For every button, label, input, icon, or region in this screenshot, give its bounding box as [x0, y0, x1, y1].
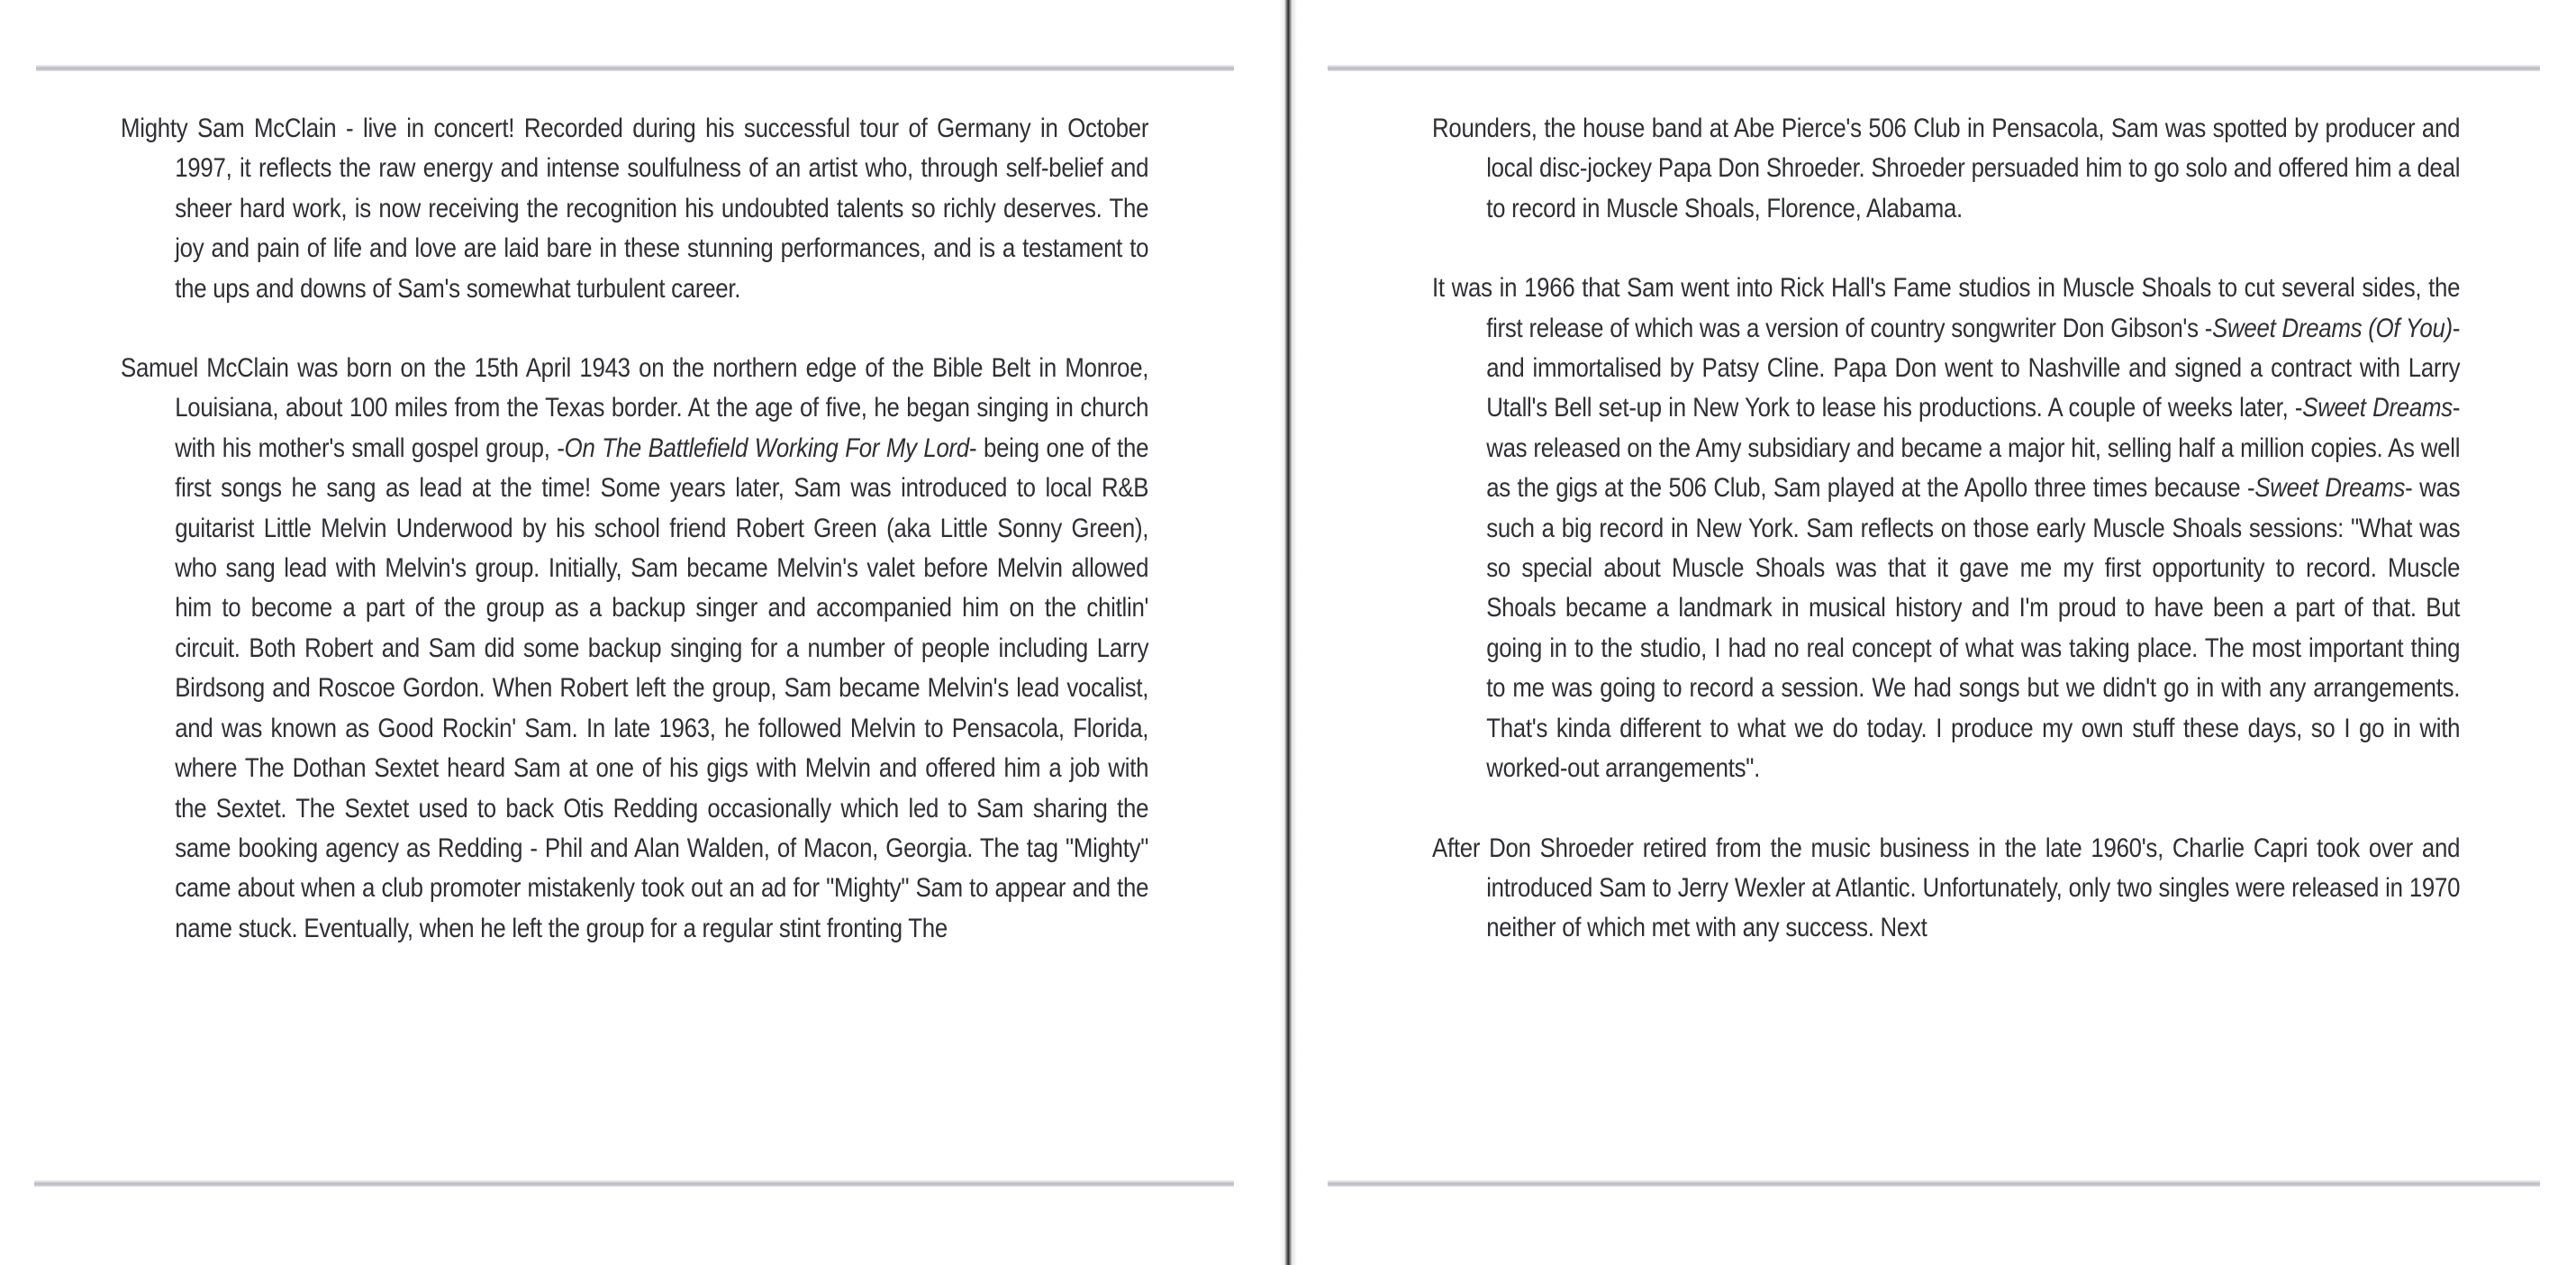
text-segment: - being one of the first songs he sang as lead at the time! Some years later, Sam was introduced to local R&B guitarist Little Melvin Underwood by his school friend Robert Green (aka Little Sonny Green), who sang lead with Melvin's group. Initially, Sam became Melvin's valet before Melvin allowed him to become a part of the group as a backup singer and accompanied him on the chitlin' circuit. Both Robert and Sam did some backup singing for a number of people including Larry Birdsong and Roscoe Gordon. When Robert left the group, Sam became Melvin's lead vocalist, and was known as Good Rockin' Sam. In late 1963, he followed Melvin to Pensacola, Florida, where The Dothan Sextet heard Sam at one of his gigs with Melvin and offered him a job with the Sextet. The Sextet used to back Otis Redding occasionally which led to Sam sharing the same booking agency as Redding - Phil and Alan Walden, of Macon, Georgia. The tag "Mighty" came about when a club promoter mistakenly took out an ad for "Mighty" Sam to appear and the name stuck. Eventually, when he left the group for a regular stint fronting The — [175, 432, 1149, 943]
text-segment: - was such a big record in New York. Sam reflects on those early Muscle Shoals sessions: "What was so special about Muscle Shoals was that it gave me my first opportunity to record. Muscle Shoals became a landmark in musical history and I'm proud to have been a part of that. But going in to the studio, I had no real concept of what was taking place. The most important thing to me was going to record a session. We had songs but we didn't go in with any arrangements. That's kinda different to what we do today. I produce my own stuff these days, so I go in with worked-out arrangements". — [1486, 473, 2461, 784]
left-page-text — [121, 109, 1148, 949]
right-page — [1297, 0, 2576, 1265]
paragraph — [1432, 109, 2460, 229]
right-page-top-rule — [1328, 65, 2540, 71]
right-page-text — [1432, 109, 2460, 949]
text-segment: It was in 1966 that Sam went into Rick Hall's Fame studios in Muscle Shoals to cut several sides, the first release of which was a version of country songwriter Don Gibson's - — [1432, 273, 2461, 343]
left-page-top-rule — [36, 65, 1234, 71]
paragraph — [1432, 268, 2460, 788]
book-spine-fold — [1279, 0, 1297, 1265]
left-page-bottom-rule — [34, 1180, 1234, 1187]
text-segment: - and immortalised by Patsy Cline. Papa Don went to Nashville and signed a contract with Larry Utall's Bell set-up in New York to lease his productions. A couple of weeks later, - — [1486, 313, 2461, 423]
song-title: Sweet Dreams (Of You) — [2212, 313, 2453, 343]
paragraph — [121, 349, 1148, 949]
right-page-bottom-rule — [1328, 1180, 2540, 1187]
song-title: On The Battlefield Working For My Lord — [564, 432, 969, 463]
paragraph — [1432, 829, 2460, 949]
song-title: Sweet Dreams — [2302, 393, 2453, 423]
song-title: Sweet Dreams — [2254, 473, 2406, 504]
text-segment: Samuel McClain was born on the 15th April 1943 on the northern edge of the Bible Belt in Monroe, Louisiana, about 100 miles from the Texas border. At the age of five, he began singing in church with his mother's small gospel group, - — [121, 353, 1149, 463]
text-segment: Mighty Sam McClain - live in concert! Recorded during his successful tour of Germany in October 1997, it reflects the raw energy and intense soulfulness of an artist who, through self-belief and sheer hard work, is now receiving the recognition his undoubted talents so richly deserves. The joy and pain of life and love are laid bare in these stunning performances, and is a testament to the ups and downs of Sam's somewhat turbulent career. — [121, 114, 1149, 304]
text-segment: Rounders, the house band at Abe Pierce's 506 Club in Pensacola, Sam was spotted by producer and local disc-jockey Papa Don Shroeder. Shroeder persuaded him to go solo and offered him a deal to record in Muscle Shoals, Florence, Alabama. — [1432, 114, 2461, 223]
text-segment: After Don Shroeder retired from the music business in the late 1960's, Charlie Capri took over and introduced Sam to Jerry Wexler at Atlantic. Unfortunately, only two singles were released in 1970 neither of which met with any success. Next — [1432, 833, 2461, 943]
text-segment: - was released on the Amy subsidiary and became a major hit, selling half a million copies. As well as the gigs at the 506 Club, Sam played at the Apollo three times because - — [1486, 393, 2461, 504]
paragraph — [121, 109, 1148, 309]
left-page — [0, 0, 1279, 1265]
